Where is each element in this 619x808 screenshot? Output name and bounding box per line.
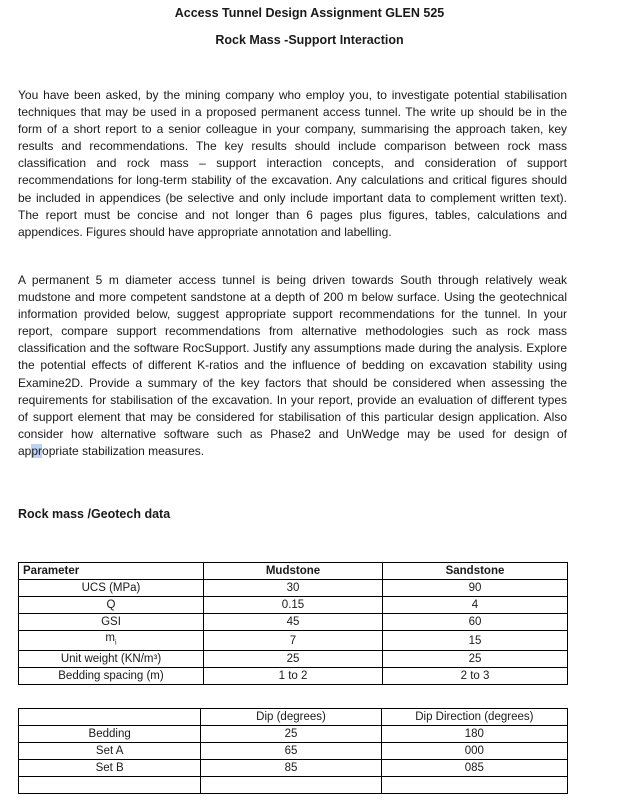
geotech-parameters-table (18, 562, 568, 685)
task-paragraph-text-end: opriate stabilization measures. (42, 443, 205, 458)
table-cell: 60 (383, 614, 568, 631)
document-subtitle: Rock Mass -Support Interaction (215, 33, 404, 47)
section-heading: Rock mass /Geotech data (18, 507, 171, 521)
table-cell (201, 777, 381, 794)
table-row (19, 743, 568, 760)
table-cell: Set B (19, 760, 201, 777)
table-cell: 2 to 3 (383, 668, 568, 685)
task-paragraph (18, 272, 567, 460)
table-cell: 25 (383, 651, 568, 668)
table-header-cell: Mudstone (204, 563, 383, 580)
table-header-row (19, 709, 568, 726)
intro-paragraph: You have been asked, by the mining company who employ you, to investigate potential stabilisation techniques that may be used in a proposed permanent access tunnel. The write up should be in the form of a short report to a senior colleague in your company, summarising the approach taken, key results and recommendations. The key results should include comparison between rock mass classification and rock mass – support interaction concepts, and consideration of support recommendations for long-term stability of the excavation. Any calculations and critical figures should be included in appendices (be selective and only include important data to complement written text). The report must be concise and not longer than 6 pages plus figures, tables, calculations and appendices. Figures should have appropriate annotation and labelling. (18, 88, 567, 239)
table-row (19, 597, 568, 614)
table-cell: 180 (381, 726, 567, 743)
table-cell: 7 (204, 631, 383, 651)
table-row (19, 631, 568, 651)
table-row (19, 668, 568, 685)
table-cell: 000 (381, 743, 567, 760)
table-cell: 65 (201, 743, 381, 760)
table-cell: Set A (19, 743, 201, 760)
table-cell: 90 (383, 580, 568, 597)
table-header-cell: Dip Direction (degrees) (381, 709, 567, 726)
table-cell: UCS (MPa) (19, 580, 204, 597)
table-header-cell: Dip (degrees) (201, 709, 381, 726)
table-header-cell (19, 709, 201, 726)
table-cell (19, 777, 201, 794)
table-header-row (19, 563, 568, 580)
table-cell: Unit weight (KN/m³) (19, 651, 204, 668)
table-cell (381, 777, 567, 794)
task-paragraph-text: A permanent 5 m diameter access tunnel is being driven towards South through relatively weak mudstone and more competent sandstone at a depth of 200 m below surface. Using the geotechnical information provided below, suggest appropriate support recommendations for the tunnel. In your report, compare support recommendations from alternative methodologies such as rock mass classification and the software RocSupport. Justify any assumptions made during the analysis. Explore the potential effects of different K-ratios and the influence of bedding on excavation stability using Examine2D. Provide a summary of the key factors that should be considered when assessing the requirements for stabilisation of the excavation. In your report, provide an evaluation of different types of support element that may be considered for stabilisation of this particular design application. Also consider how alternative software such as Phase2 and UnWedge may be used for design of ap (18, 273, 567, 458)
table-cell: 30 (204, 580, 383, 597)
table-cell: 4 (383, 597, 568, 614)
table-cell: Bedding (19, 726, 201, 743)
table-cell: 85 (201, 760, 381, 777)
table-cell: GSI (19, 614, 204, 631)
table-row (19, 760, 568, 777)
table-cell: Q (19, 597, 204, 614)
mi-subscript: i (115, 639, 117, 647)
table-row (19, 614, 568, 631)
table-cell: 45 (204, 614, 383, 631)
table-row (19, 726, 568, 743)
table-row (19, 777, 568, 794)
mi-label: m (105, 632, 116, 644)
document-title: Access Tunnel Design Assignment GLEN 525 (174, 6, 445, 20)
table-cell (19, 631, 204, 651)
table-cell: 25 (204, 651, 383, 668)
table-cell: Bedding spacing (m) (19, 668, 204, 685)
table-cell: 0.15 (204, 597, 383, 614)
table-row (19, 580, 568, 597)
table-row (19, 651, 568, 668)
table-cell: 15 (383, 631, 568, 651)
table-cell: 25 (201, 726, 381, 743)
table-header-cell: Sandstone (383, 563, 568, 580)
table-cell: 085 (381, 760, 567, 777)
table-header-cell: Parameter (19, 563, 204, 580)
joint-orientation-table (18, 708, 568, 794)
table-cell: 1 to 2 (204, 668, 383, 685)
text-selection-highlight: pr (31, 443, 43, 458)
